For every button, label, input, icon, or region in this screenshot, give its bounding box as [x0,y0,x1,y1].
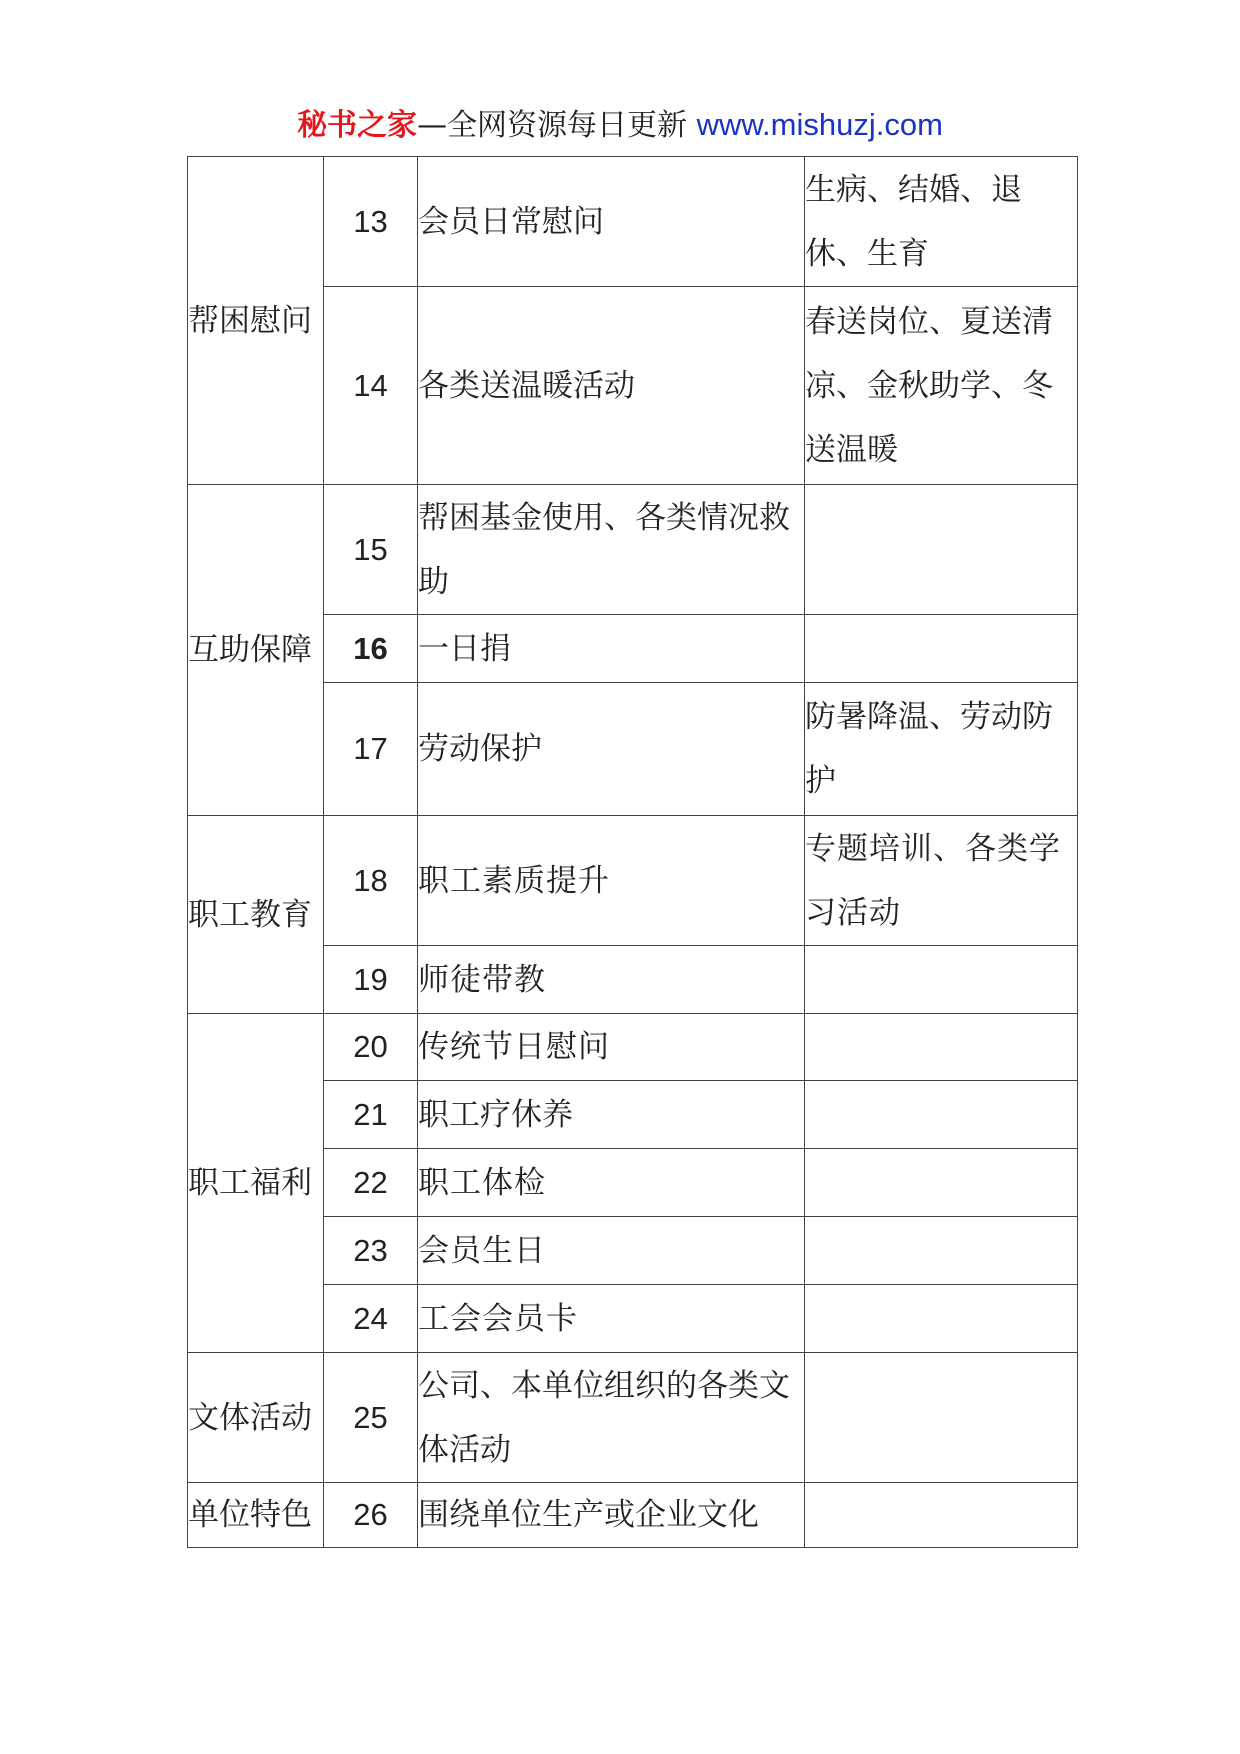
row-number: 26 [324,1483,418,1548]
row-number: 20 [324,1014,418,1081]
table-row [188,1353,1078,1483]
note-cell [805,1081,1078,1149]
item-cell: 师徒带教 [418,946,805,1014]
note-cell [805,1014,1078,1081]
note-cell [805,1217,1078,1285]
category-cell: 职工福利 [188,1014,324,1353]
note-cell [805,615,1078,683]
note-cell: 春送岗位、夏送清凉、金秋助学、冬送温暖 [805,287,1078,485]
table-row [188,1014,1078,1081]
row-number: 25 [324,1353,418,1483]
row-number: 17 [324,683,418,816]
benefits-table [187,156,1078,1548]
item-cell: 帮困基金使用、各类情况救助 [418,485,805,615]
table-row [188,816,1078,946]
item-cell: 职工素质提升 [418,816,805,946]
header-tagline: —全网资源每日更新 [417,108,688,143]
item-cell: 劳动保护 [418,683,805,816]
item-cell: 职工体检 [418,1149,805,1217]
row-number: 18 [324,816,418,946]
item-cell: 一日捐 [418,615,805,683]
note-cell [805,1483,1078,1548]
category-cell: 单位特色 [188,1483,324,1548]
note-cell [805,1353,1078,1483]
table-row [188,157,1078,287]
note-cell: 防暑降温、劳动防护 [805,683,1078,816]
brand-name: 秘书之家 [297,108,418,143]
note-cell [805,485,1078,615]
note-cell [805,946,1078,1014]
item-cell: 公司、本单位组织的各类文体活动 [418,1353,805,1483]
row-number: 13 [324,157,418,287]
note-cell: 生病、结婚、退休、生育 [805,157,1078,287]
category-cell: 职工教育 [188,816,324,1014]
category-cell: 帮困慰问 [188,157,324,485]
row-number: 24 [324,1285,418,1353]
note-cell: 专题培训、各类学习活动 [805,816,1078,946]
site-url-link[interactable]: www.mishuzj.com [696,107,943,142]
row-number: 21 [324,1081,418,1149]
row-number: 15 [324,485,418,615]
row-number: 22 [324,1149,418,1217]
category-cell: 文体活动 [188,1353,324,1483]
item-cell: 传统节日慰问 [418,1014,805,1081]
item-cell: 会员日常慰问 [418,157,805,287]
category-cell: 互助保障 [188,485,324,816]
row-number: 16 [324,615,418,683]
page-header [0,100,1240,150]
item-cell: 各类送温暖活动 [418,287,805,485]
table-row [188,485,1078,615]
item-cell: 围绕单位生产或企业文化 [418,1483,805,1548]
item-cell: 职工疗休养 [418,1081,805,1149]
note-cell [805,1285,1078,1353]
item-cell: 工会会员卡 [418,1285,805,1353]
item-cell: 会员生日 [418,1217,805,1285]
row-number: 14 [324,287,418,485]
table-row [188,1483,1078,1548]
row-number: 23 [324,1217,418,1285]
note-cell [805,1149,1078,1217]
row-number: 19 [324,946,418,1014]
